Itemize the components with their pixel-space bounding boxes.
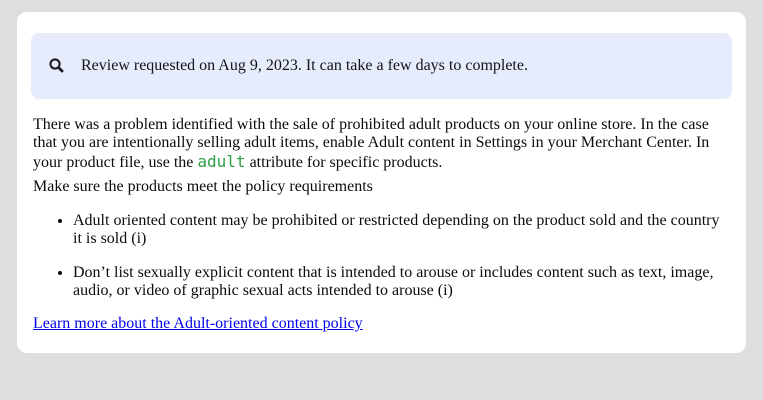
learn-more-row (33, 315, 730, 333)
issue-description-text-before: There was a problem identified with the sale of prohibited adult products on your online store. In the case that you are intentionally selling adult items, enable Adult content in Settings in your Merchant Center. In your product file, use the (33, 116, 710, 171)
policy-requirements-list (33, 212, 730, 300)
review-status-text: Review requested on Aug 9, 2023. It can take a few days to complete. (81, 57, 528, 74)
learn-more-link[interactable]: Learn more about the Adult-oriented content policy (33, 315, 363, 332)
policy-issue-card (17, 12, 746, 353)
list-item: • Adult oriented content may be prohibited or restricted depending on the product sold and the country it is sold (i) (73, 212, 730, 248)
list-item: • Don’t list sexually explicit content that is intended to arouse or includes content such as text, image, audio, or video of graphic sexual acts intended to arouse (i) (73, 264, 730, 300)
requirements-heading: Make sure the products meet the policy requirements (33, 178, 373, 195)
adult-attribute-code: adult (197, 152, 246, 171)
issue-description (33, 116, 730, 172)
review-status-banner (31, 33, 732, 99)
search-icon (48, 57, 66, 75)
issue-description-text-after: attribute for specific products. (245, 154, 443, 171)
